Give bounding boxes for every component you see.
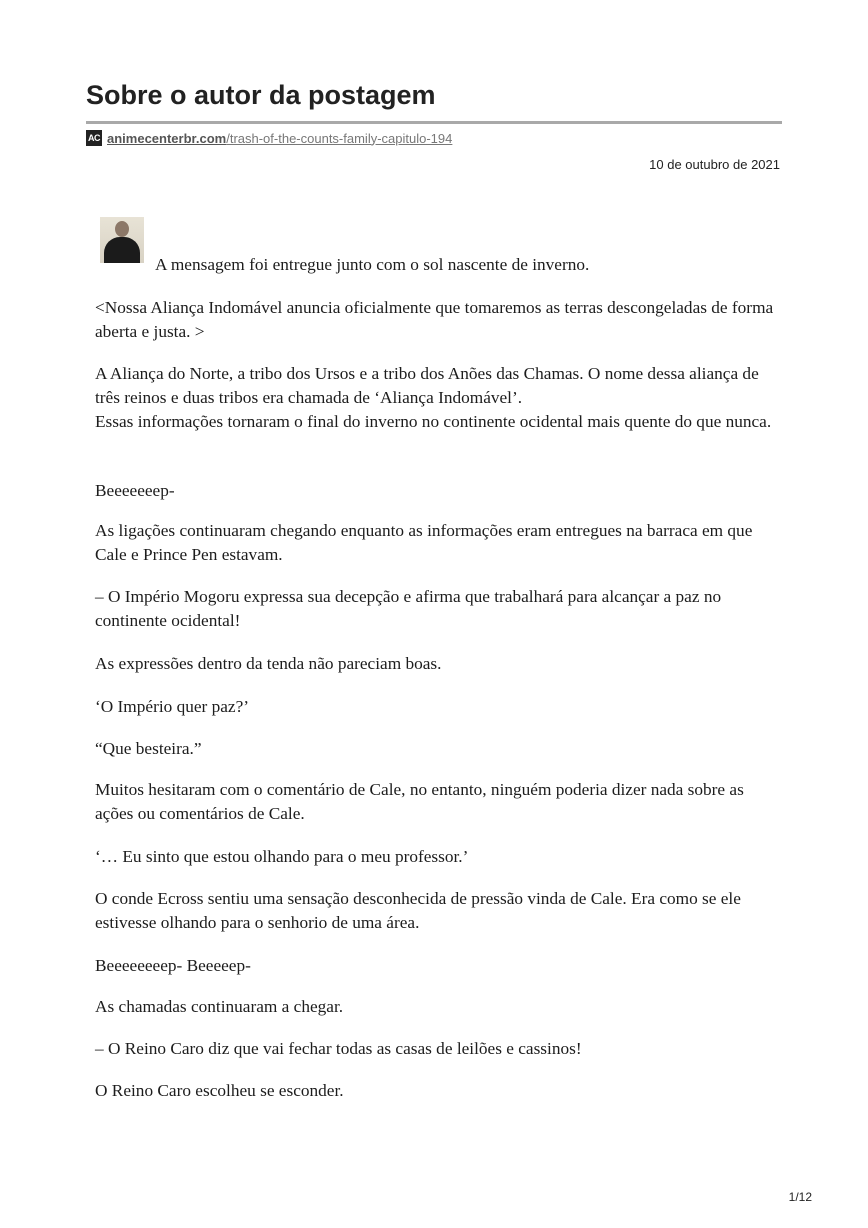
source-domain-link[interactable]: animecenterbr.com <box>107 130 227 146</box>
paragraph-3: A Aliança do Norte, a tribo dos Ursos e a tribo dos Anões das Chamas. O nome dessa aliança de três reinos e duas tribos era chamada de ‘Aliança Indomável’. <box>95 364 759 407</box>
page-title: Sobre o autor da postagem <box>86 80 436 110</box>
paragraph-7: – O Império Mogoru expressa sua decepção e afirma que trabalhará para alcançar a paz no continente ocidental! <box>95 587 722 630</box>
paragraph-11: Muitos hesitaram com o comentário de Cale, no entanto, ninguém poderia dizer nada sobre as ações ou comentários de Cale. <box>95 780 744 823</box>
site-favicon-icon: AC <box>86 130 102 146</box>
paragraph-8: As expressões dentro da tenda não pareciam boas. <box>95 654 442 673</box>
paragraph-13: O conde Ecross sentiu uma sensação desconhecida de pressão vinda de Cale. Era como se ele estivesse olhando para o senhorio de uma área. <box>95 889 741 932</box>
paragraph-14: Beeeeeeeep- Beeeeep- <box>95 956 251 975</box>
paragraph-15: As chamadas continuaram a chegar. <box>95 997 344 1016</box>
paragraph-1: A mensagem foi entregue junto com o sol nascente de inverno. <box>155 255 590 274</box>
title-divider <box>86 121 782 124</box>
paragraph-2: <Nossa Aliança Indomável anuncia oficialmente que tomaremos as terras descongeladas de forma aberta e justa. > <box>95 298 774 341</box>
paragraph-12: ‘… Eu sinto que estou olhando para o meu professor.’ <box>95 847 469 866</box>
paragraph-6: As ligações continuaram chegando enquanto as informações eram entregues na barraca em que Cale e Prince Pen estavam. <box>95 521 753 564</box>
paragraph-5: Beeeeeeep- <box>95 481 175 500</box>
author-avatar <box>100 217 144 263</box>
paragraph-9: ‘O Império quer paz?’ <box>95 697 250 716</box>
source-path-link[interactable]: /trash-of-the-counts-family-capitulo-194 <box>226 130 453 146</box>
paragraph-16: – O Reino Caro diz que vai fechar todas as casas de leilões e cassinos! <box>95 1039 582 1058</box>
source-link[interactable] <box>86 129 452 147</box>
paragraph-17: O Reino Caro escolheu se esconder. <box>95 1081 344 1100</box>
page-number: 1/12 <box>788 1190 812 1204</box>
post-date: 10 de outubro de 2021 <box>649 157 780 172</box>
paragraph-10: “Que besteira.” <box>95 739 202 758</box>
paragraph-4: Essas informações tornaram o final do inverno no continente ocidental mais quente do que nunca. <box>95 412 772 431</box>
